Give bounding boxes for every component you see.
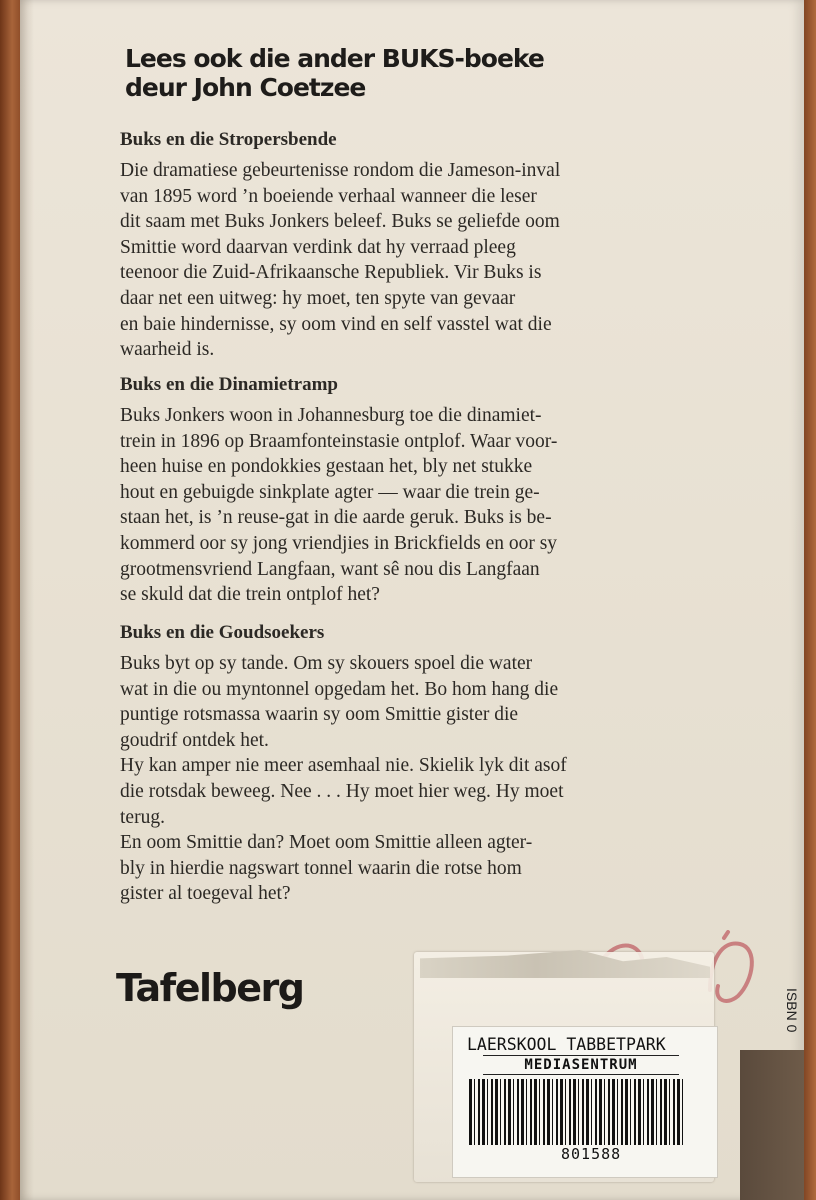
text-line: wat in die ou myntonnel opgedam het. Bo hom hang die — [120, 678, 559, 700]
text-line: grootmensvriend Langfaan, want sê nou dis Langfaan — [120, 558, 540, 580]
book-blurb-dinamietramp — [120, 373, 680, 608]
media-centre-name: MEDIASENTRUM — [483, 1055, 679, 1075]
book-blurb-goudsoekers — [120, 621, 680, 907]
text-line: terug. — [120, 806, 165, 828]
book-description — [120, 158, 680, 363]
series-heading — [125, 44, 685, 102]
text-line: en baie hindernisse, sy oom vind en self vasstel wat die — [120, 313, 552, 335]
text-line: puntige rotsmassa waarin sy oom Smittie gister die — [120, 704, 519, 726]
text-line: goudrif ontdek het. — [120, 729, 269, 751]
series-heading-line-2: deur John Coetzee — [125, 73, 366, 102]
text-line: Die dramatiese gebeurtenisse rondom die Jameson-inval — [120, 160, 561, 181]
barcode-number: 801588 — [561, 1145, 622, 1163]
text-line: trein in 1896 op Braamfonteinstasie ontplof. Waar voor- — [120, 430, 558, 452]
text-line: staan het, is ’n reuse-gat in die aarde geruk. Buks is be- — [120, 507, 552, 529]
text-line: heen huise en pondokkies gestaan het, bly net stukke — [120, 456, 533, 478]
text-line: Hy kan amper nie meer asemhaal nie. Skielik lyk dit asof — [120, 755, 567, 777]
text-line: gister al toegeval het? — [120, 883, 291, 905]
text-line: van 1895 word ’n boeiende verhaal wanneer die leser — [120, 185, 537, 207]
text-line: Buks byt op sy tande. Om sy skouers spoel die water — [120, 653, 533, 674]
text-line: En oom Smittie dan? Moet oom Smittie alleen agter- — [120, 832, 533, 854]
text-line: bly in hierdie nagswart tonnel waarin die rotse hom — [120, 857, 522, 879]
text-line: Buks Jonkers woon in Johannesburg toe die dinamiet- — [120, 405, 542, 426]
wooden-surface-right — [802, 0, 816, 1200]
book-title: Buks en die Stropersbende — [120, 129, 337, 150]
book-title: Buks en die Dinamietramp — [120, 374, 338, 395]
book-description — [120, 651, 680, 907]
text-line: se skuld dat die trein ontplof het? — [120, 584, 380, 606]
library-barcode-label — [452, 1026, 718, 1178]
wooden-surface-left — [0, 0, 22, 1200]
book-title: Buks en die Goudsoekers — [120, 622, 325, 643]
spine-shadow — [20, 0, 34, 1200]
text-line: dit saam met Buks Jonkers beleef. Buks se geliefde oom — [120, 211, 560, 233]
dark-spine-strip — [740, 1050, 804, 1200]
school-name: LAERSKOOL TABBETPARK — [467, 1035, 666, 1054]
text-line: kommerd oor sy jong vriendjies in Brickfields en oor sy — [120, 532, 558, 554]
series-heading-line-1: Lees ook die ander BUKS-boeke — [125, 44, 544, 73]
text-line: Smittie word daarvan verdink dat hy verraad pleeg — [120, 236, 516, 258]
text-line: hout en gebuigde sinkplate agter — waar die trein ge- — [120, 481, 540, 503]
text-line: waarheid is. — [120, 339, 215, 361]
isbn-fragment: ISBN 0 — [784, 988, 800, 1033]
book-description — [120, 403, 680, 608]
text-line: teenoor die Zuid-Afrikaansche Republiek. Vir Buks is — [120, 262, 542, 284]
book-blurb-stropersbende — [120, 128, 680, 363]
text-line: daar net een uitweg: hy moet, ten spyte van gevaar — [120, 287, 516, 309]
barcode — [469, 1079, 683, 1145]
publisher-logo: Tafelberg — [116, 966, 304, 1010]
text-line: die rotsdak beweeg. Nee . . . Hy moet hier weg. Hy moet — [120, 780, 564, 802]
